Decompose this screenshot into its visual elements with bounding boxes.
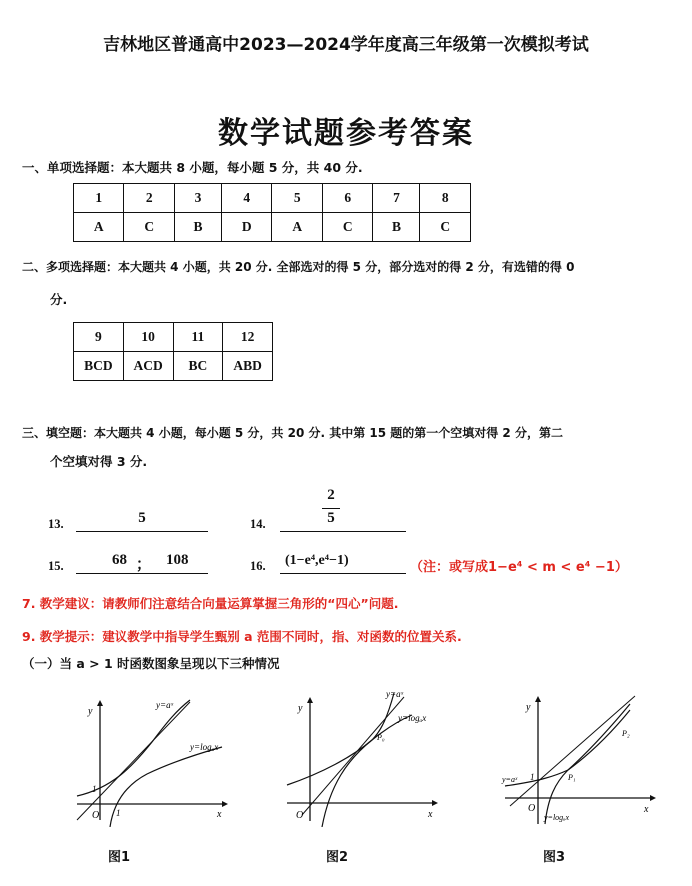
section1-heading: 一、单项选择题：本大题共 8 小题，每小题 5 分，共 40 分. — [22, 160, 363, 175]
y-axis-label: y — [298, 703, 303, 714]
question-number: 4 — [222, 184, 272, 213]
answer-cell: ABD — [223, 352, 273, 381]
x-axis-label: x — [217, 809, 222, 820]
answer-cell: D — [222, 213, 272, 242]
q15-separator: ； — [136, 557, 152, 573]
section3-heading-line1: 三、填空题：本大题共 4 小题，每小题 5 分，共 20 分. 其中第 15 题的第一个空填对得 2 分，第二 — [22, 426, 563, 440]
section2-answer-table — [73, 322, 273, 381]
log-curve-label: y=logₐx — [398, 713, 427, 723]
log-curve-label: y=logₐx — [190, 742, 219, 752]
q16-blank-line — [280, 572, 406, 574]
question-number: 11 — [173, 323, 223, 352]
exp-curve-label: y=aˣ — [386, 689, 404, 699]
x-intercept-label: 1 — [116, 808, 121, 818]
q14-blank-line — [280, 530, 406, 532]
question-number: 3 — [174, 184, 221, 213]
answer-cell: BCD — [74, 352, 124, 381]
y-intercept-label: 1 — [530, 772, 535, 782]
log-curve-label: y=logₐx — [544, 813, 570, 822]
answer-cell: ACD — [123, 352, 173, 381]
question-number: 5 — [272, 184, 322, 213]
figure-1-label: 图1 — [108, 850, 131, 865]
q15-number: 15. — [48, 559, 64, 573]
answer-cell: BC — [173, 352, 223, 381]
q13-number: 13. — [48, 517, 64, 531]
intersection-point-2-label: P₂ — [622, 729, 630, 738]
q14-fraction-bar — [322, 508, 340, 509]
q16-note: （注：或写成1−e⁴ < m < e⁴ −1） — [410, 560, 628, 575]
figure-2-graph — [282, 685, 442, 831]
q14-numerator: 2 — [327, 487, 335, 503]
answer-cell: C — [420, 213, 471, 242]
q14-denominator: 5 — [327, 510, 335, 526]
section3-heading-line2: 个空填对得 3 分. — [50, 454, 148, 469]
case-heading: （一）当 a > 1 时函数图象呈现以下三种情况 — [22, 656, 280, 671]
table-row — [74, 352, 273, 381]
table-row — [74, 213, 471, 242]
q15-answer2: 108 — [166, 552, 189, 568]
teaching-tip-9: 9. 教学提示：建议教学中指导学生甄别 a 范围不同时，指、对函数的位置关系. — [22, 629, 462, 644]
answer-cell: B — [373, 213, 420, 242]
table-row — [74, 323, 273, 352]
answer-cell: C — [322, 213, 372, 242]
y-axis-label: y — [526, 702, 531, 713]
q13-blank-line — [76, 530, 208, 532]
question-number: 6 — [322, 184, 372, 213]
section2-heading-line2: 分. — [50, 292, 68, 307]
question-number: 2 — [124, 184, 174, 213]
section1-answer-table — [73, 183, 471, 242]
question-number: 1 — [74, 184, 124, 213]
section2-heading-line1: 二、多项选择题：本大题共 4 小题，共 20 分. 全部选对的得 5 分，部分选对的得 2 分，有选错的得 0 — [22, 260, 575, 274]
exp-curve-label: y=aˣ — [156, 700, 174, 710]
origin-label: O — [528, 803, 536, 814]
q16-number: 16. — [250, 559, 266, 573]
question-number: 8 — [420, 184, 471, 213]
question-number: 7 — [373, 184, 420, 213]
x-axis-label: x — [428, 809, 433, 820]
figure-3-label: 图3 — [543, 850, 566, 865]
q13-answer: 5 — [138, 510, 146, 526]
x-axis-label: x — [644, 804, 649, 815]
y-intercept-label: 1 — [92, 784, 97, 794]
question-number: 9 — [74, 323, 124, 352]
table-row — [74, 184, 471, 213]
figure-2-label: 图2 — [326, 850, 349, 865]
q16-answer: (1−e⁴,e⁴−1) — [285, 553, 349, 568]
question-number: 10 — [123, 323, 173, 352]
question-number: 12 — [223, 323, 273, 352]
teaching-suggestion-7: 7. 教学建议：请教师们注意结合向量运算掌握三角形的“四心”问题. — [22, 596, 399, 611]
origin-label: O — [296, 810, 304, 821]
answer-cell: A — [272, 213, 322, 242]
figure-1-graph — [72, 692, 232, 831]
q15-answer1: 68 — [112, 552, 127, 568]
answer-cell: C — [124, 213, 174, 242]
main-title: 数学试题参考答案 — [218, 116, 474, 151]
tangent-point-label: P₀ — [377, 733, 385, 742]
figure-3-graph — [500, 688, 660, 832]
answer-cell: B — [174, 213, 221, 242]
y-axis-label: y — [88, 706, 93, 717]
exp-curve-label: y=aˣ — [502, 775, 518, 784]
intersection-point-1-label: P₁ — [568, 773, 576, 782]
answer-cell: A — [74, 213, 124, 242]
q14-number: 14. — [250, 517, 266, 531]
header-title: 吉林地区普通高中2023—2024学年度高三年级第一次模拟考试 — [103, 35, 589, 55]
origin-label: O — [92, 810, 100, 821]
